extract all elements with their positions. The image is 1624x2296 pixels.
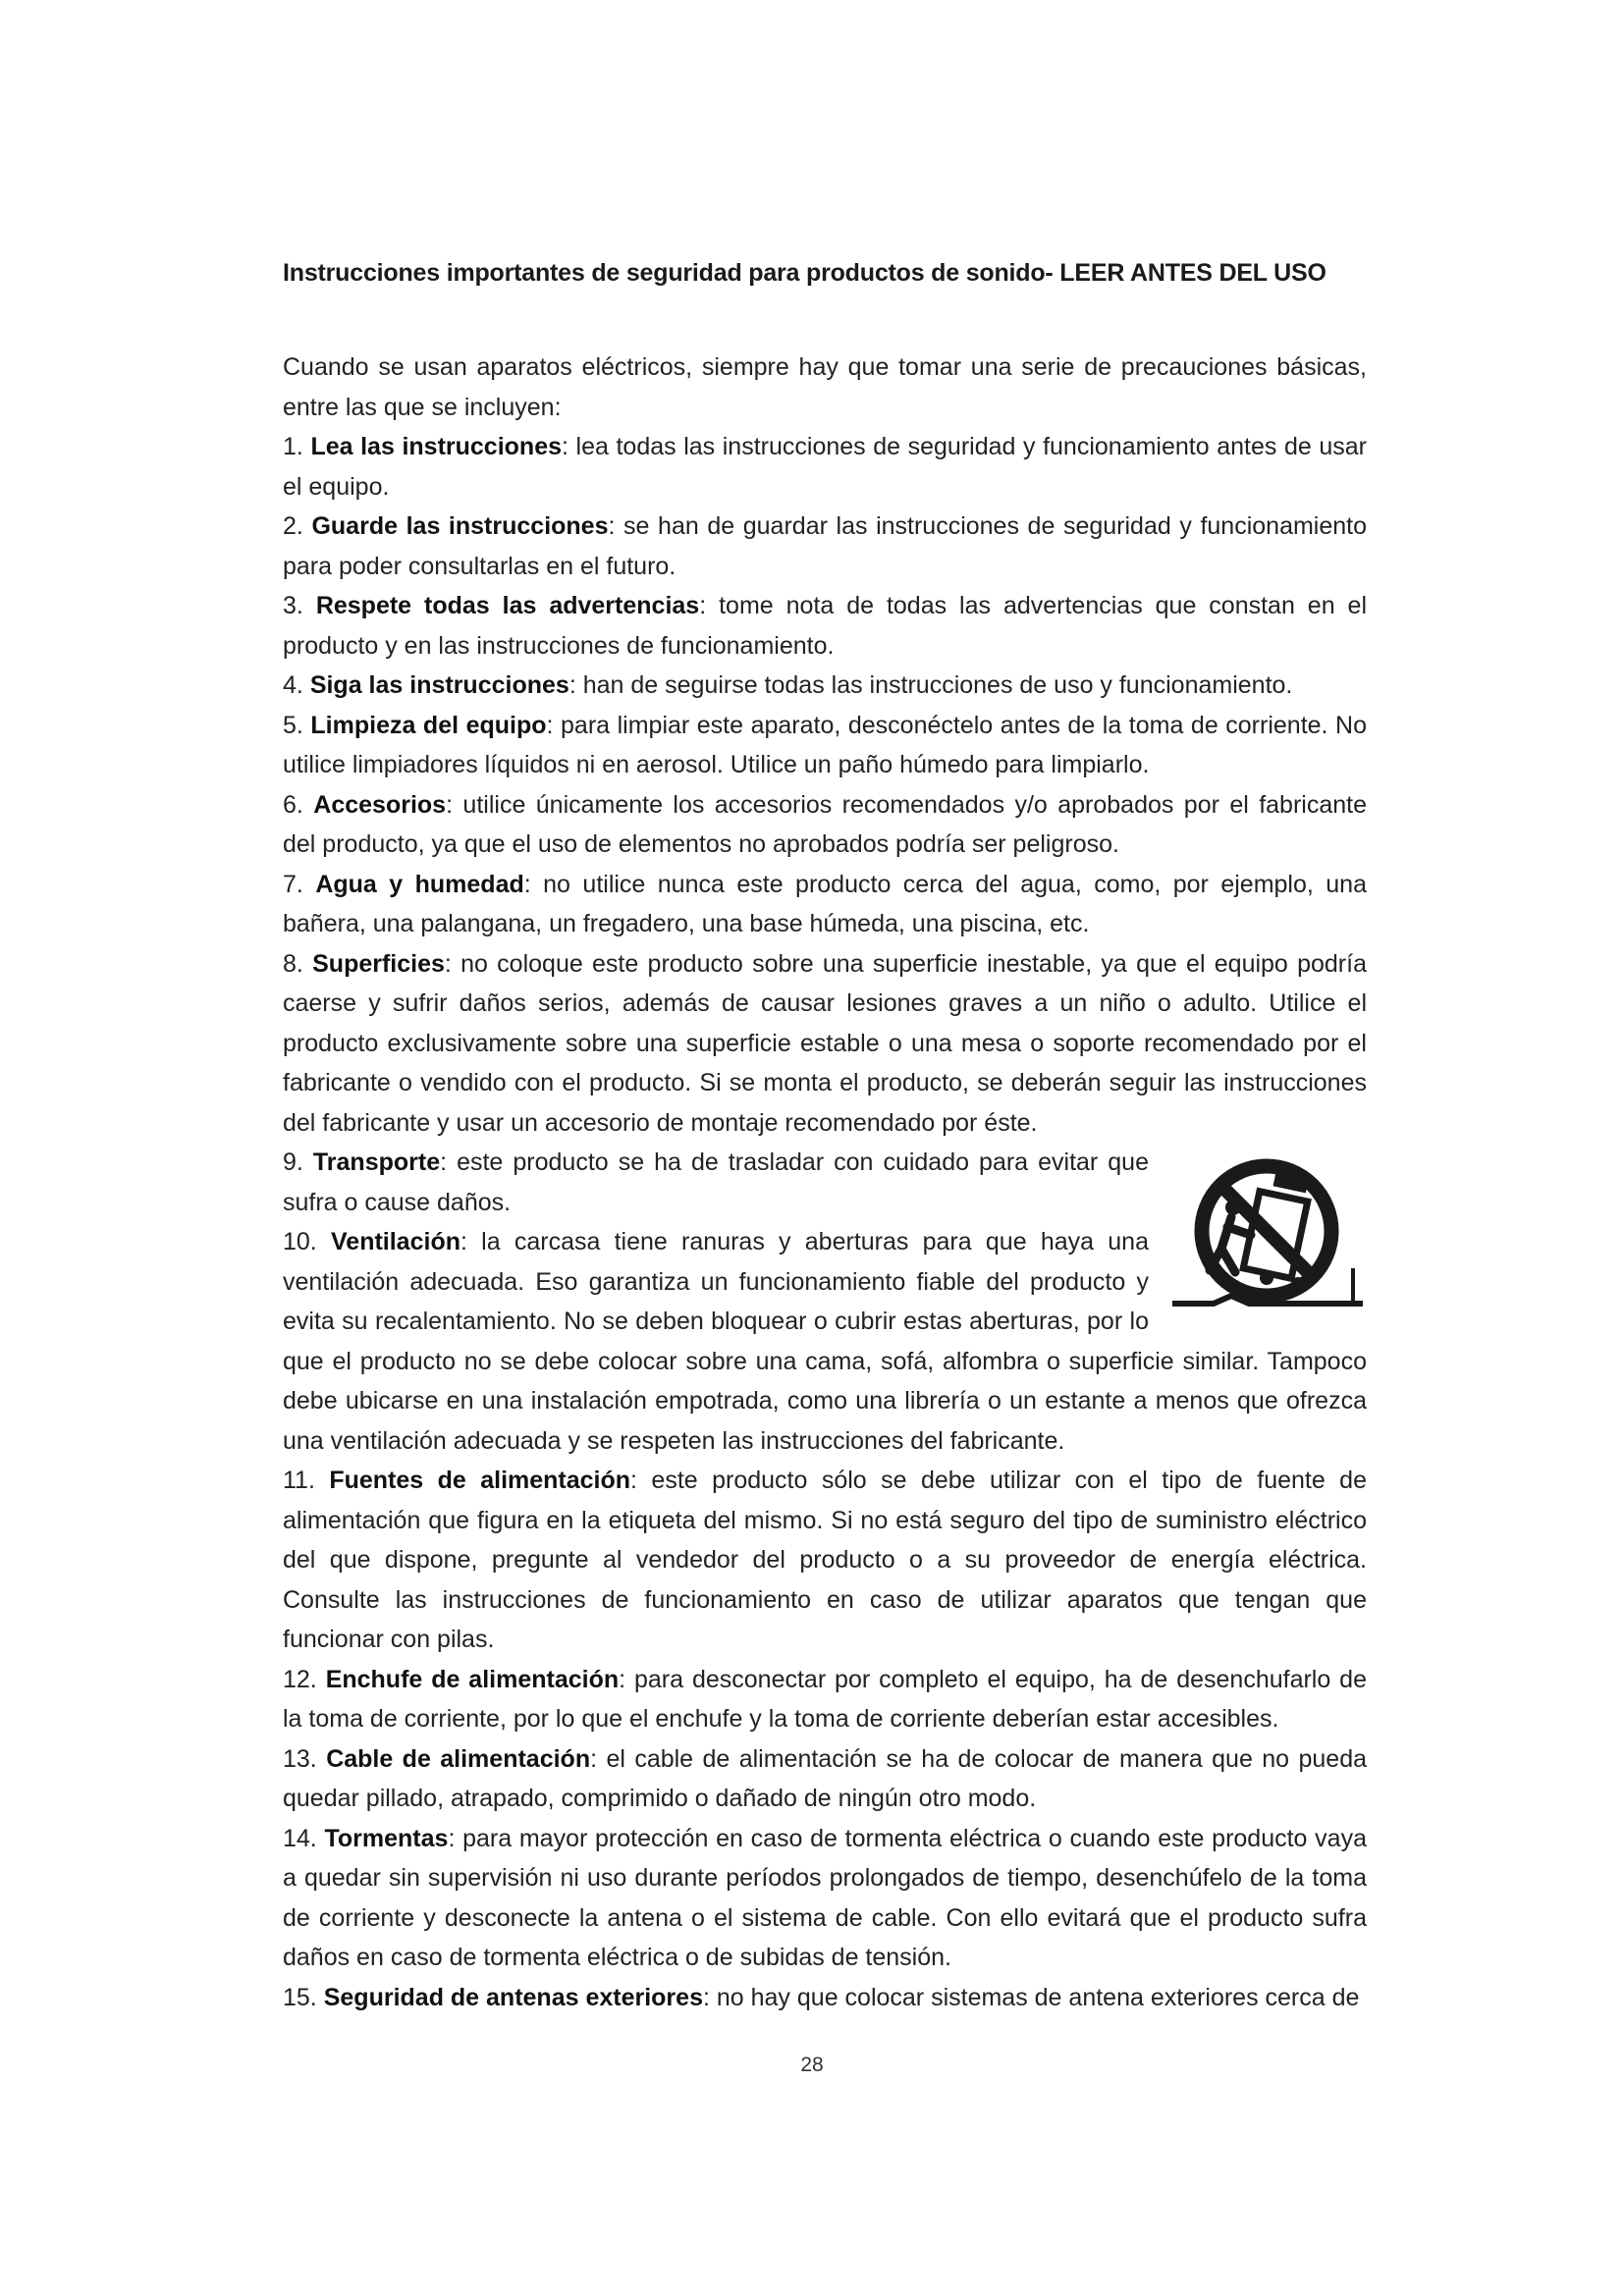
safety-item-10: 10. Ventilación: la carcasa tiene ranuras y aberturas para que haya una ventilación adecuada. Eso garantiza un funcionamiento fiable del producto y evita su recalentamiento. No se deben bloquear o cubrir estas aberturas, por lo que el producto no se debe colocar sobre una cama, sofá, alfombra o superficie similar. Tampoco debe ubicarse en una instalación empotrada, como una librería o un estante a menos que ofrezca una ventilación adecuada y se respeten las instrucciones del fabricante.	[283, 1228, 1367, 1455]
item-heading: Ventilación	[331, 1228, 460, 1255]
safety-item-14: 14. Tormentas: para mayor protección en caso de tormenta eléctrica o cuando este producto vaya a quedar sin supervisión ni uso durante períodos prolongados de tiempo, desenchúfelo de la toma de corriente y desconecte la antena o el sistema de cable. Con ello evitará que el producto sufra daños en caso de tormenta eléctrica o de subidas de tensión.	[283, 1824, 1367, 1971]
document-title: Instrucciones importantes de seguridad para productos de sonido- LEER ANTES DEL USO	[283, 259, 1326, 287]
item-heading: Agua y humedad	[315, 870, 524, 898]
safety-item-8: 8. Superficies: no coloque este producto sobre una superficie inestable, ya que el equipo podría caerse y sufrir daños serios, además de causar lesiones graves a un niño o adulto. Utilice el producto exclusivamente sobre una superficie estable o una mesa o soporte recomendado por el fabricante o vendido con el producto. Si se monta el producto, se deberán seguir las instrucciones del fabricante y usar un accesorio de montaje recomendado por éste.	[283, 949, 1367, 1137]
item-heading: Cable de alimentación	[326, 1744, 591, 1773]
item-heading: Respete todas las advertencias	[315, 592, 700, 619]
item-heading: Fuentes de alimentación	[329, 1467, 631, 1494]
document-page	[283, 253, 1367, 2017]
item-heading: Transporte	[312, 1148, 441, 1176]
safety-item-5: 5. Limpieza del equipo: para limpiar este aparato, desconéctelo antes de la toma de corriente. No utilice limpiadores líquidos ni en aerosol. Utilice un paño húmedo para limpiarlo.	[283, 711, 1367, 778]
safety-item-4: 4. Siga las instrucciones: han de seguirse todas las instrucciones de uso y funcionamiento.	[283, 671, 1293, 699]
item-heading: Seguridad de antenas exteriores	[323, 1983, 703, 2011]
item-heading: Limpieza del equipo	[310, 711, 547, 739]
safety-item-12: 12. Enchufe de alimentación: para desconectar por completo el equipo, ha de desenchufarlo de la toma de corriente, por lo que el enchufe y la toma de corriente deberían estar accesibles.	[283, 1665, 1367, 1733]
safety-item-2: 2. Guarde las instrucciones: se han de guardar las instrucciones de seguridad y funcionamiento para poder consultarlas en el futuro.	[283, 512, 1368, 580]
item-heading: Enchufe de alimentación	[325, 1665, 620, 1693]
safety-item-11: 11. Fuentes de alimentación: este producto sólo se debe utilizar con el tipo de fuente de alimentación que figura en la etiqueta del mismo. Si no está seguro del tipo de suministro eléctrico del que dispone, pregunte al vendedor del producto o a su proveedor de energía eléctrica. Consulte las instrucciones de funcionamiento en caso de utilizar aparatos que tengan que funcionar con pilas.	[283, 1467, 1367, 1653]
item-heading: Tormentas	[324, 1824, 449, 1852]
safety-item-13: 13. Cable de alimentación: el cable de alimentación se ha de colocar de manera que no pueda quedar pillado, atrapado, comprimido o dañado de ningún otro modo.	[283, 1744, 1367, 1812]
safety-item-7: 7. Agua y humedad: no utilice nunca este producto cerca del agua, como, por ejemplo, una bañera, una palangana, un fregadero, una base húmeda, una piscina, etc.	[283, 870, 1367, 937]
safety-item-3: 3. Respete todas las advertencias: tome nota de todas las advertencias que constan en el producto y en las instrucciones de funcionamiento.	[283, 592, 1367, 660]
safety-item-15: 15. Seguridad de antenas exteriores: no hay que colocar sistemas de antena exteriores cerca de	[283, 1983, 1360, 2011]
item-heading: Superficies	[312, 949, 445, 978]
item-heading: Guarde las instrucciones	[311, 512, 609, 540]
item-heading: Lea las instrucciones	[310, 433, 562, 460]
intro-paragraph: Cuando se usan aparatos eléctricos, siempre hay que tomar una serie de precauciones básicas, entre las que se incluyen:	[283, 353, 1367, 421]
safety-item-9: 9. Transporte: este producto se ha de trasladar con cuidado para evitar que sufra o cause daños.	[283, 1148, 1149, 1216]
cart-tip-over-warning-icon	[1170, 1150, 1367, 1327]
safety-item-1: 1. Lea las instrucciones: lea todas las instrucciones de seguridad y funcionamiento antes de usar el equipo.	[283, 433, 1367, 501]
item-heading: Accesorios	[313, 790, 447, 819]
page-number: 28	[800, 2054, 824, 2076]
safety-item-6: 6. Accesorios: utilice únicamente los accesorios recomendados y/o aprobados por el fabricante del producto, ya que el uso de elementos no aprobados podría ser peligroso.	[283, 790, 1367, 858]
item-heading: Siga las instrucciones	[309, 671, 569, 699]
